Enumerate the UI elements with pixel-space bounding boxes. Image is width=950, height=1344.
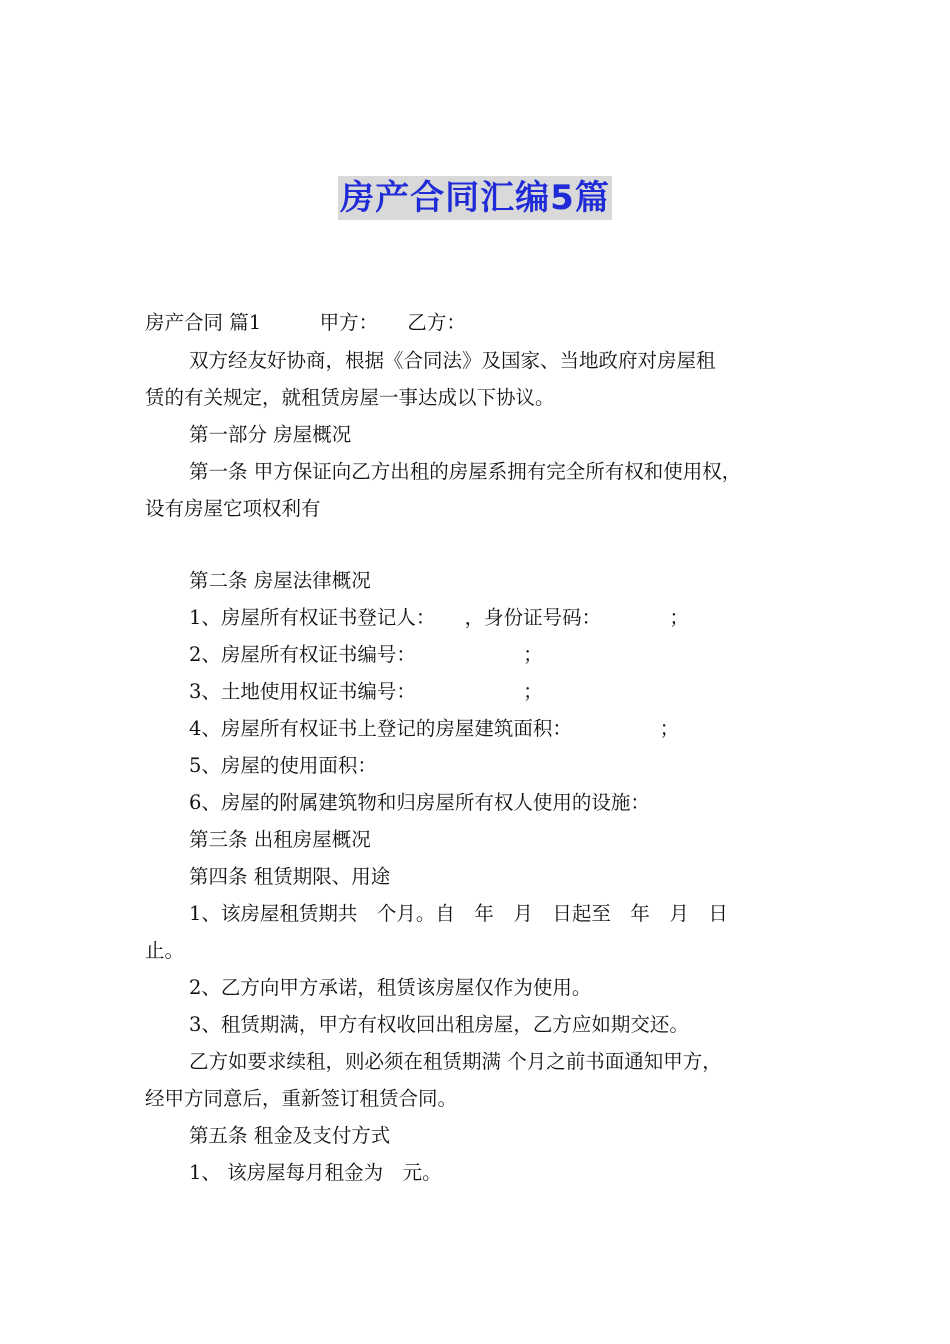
title-wrap	[0, 176, 950, 220]
section-heading: 第一部分 房屋概况	[189, 423, 352, 446]
list-item: 2、乙方向甲方承诺，租赁该房屋仅作为使用。	[189, 976, 592, 999]
list-item: 2、房屋所有权证书编号： ；	[189, 643, 543, 666]
list-item: 1、 该房屋每月租金为 元。	[189, 1161, 442, 1184]
list-item: 3、租赁期满，甲方有权收回出租房屋，乙方应如期交还。	[189, 1013, 689, 1036]
paragraph-line: 止。	[145, 939, 185, 962]
paragraph-line: 经甲方同意后，重新签订租赁合同。	[145, 1087, 458, 1110]
list-item: 1、该房屋租赁期共 个月。自 年 月 日起至 年 月 日	[189, 902, 728, 925]
list-item: 1、房屋所有权证书登记人： ，身份证号码： ；	[189, 606, 689, 629]
paragraph-line: 赁的有关规定，就租赁房屋一事达成以下协议。	[145, 386, 555, 409]
list-item: 3、土地使用权证书编号： ；	[189, 680, 543, 703]
paragraph-line: 第一条 甲方保证向乙方出租的房屋系拥有完全所有权和使用权，	[189, 460, 742, 483]
list-item: 6、房屋的附属建筑物和归房屋所有权人使用的设施：	[189, 791, 650, 814]
list-item: 4、房屋所有权证书上登记的房屋建筑面积： ；	[189, 717, 680, 740]
article-heading: 第三条 出租房屋概况	[189, 828, 371, 851]
paragraph-line: 双方经友好协商，根据《合同法》及国家、当地政府对房屋租	[189, 349, 716, 372]
contract-header-line: 房产合同 篇1 甲方： 乙方：	[145, 311, 466, 334]
article-heading: 第五条 租金及支付方式	[189, 1124, 391, 1147]
paragraph-line: 设有房屋它项权利有	[145, 497, 321, 520]
document-title: 房产合同汇编5篇	[340, 178, 610, 218]
paragraph-line: 乙方如要求续租，则必须在租赁期满 个月之前书面通知甲方，	[189, 1050, 722, 1073]
article-heading: 第四条 租赁期限、用途	[189, 865, 391, 888]
article-heading: 第二条 房屋法律概况	[189, 569, 371, 592]
list-item: 5、房屋的使用面积：	[189, 754, 377, 777]
